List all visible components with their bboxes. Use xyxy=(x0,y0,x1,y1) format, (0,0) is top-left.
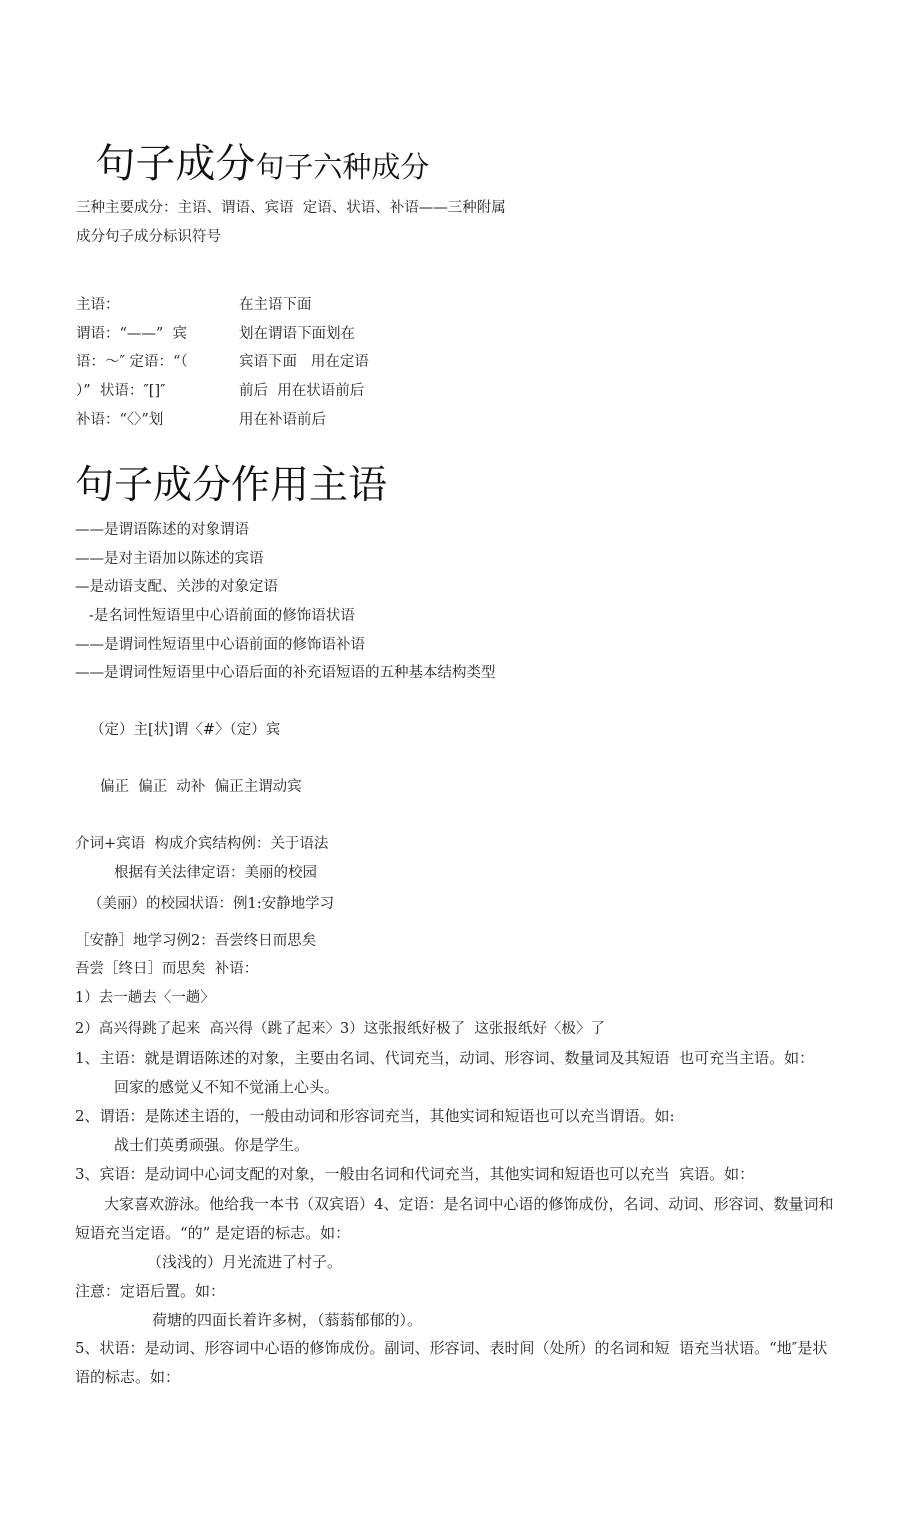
symbols-left-1: 主语： xyxy=(76,297,120,313)
symbols-left-4: ）” 状语：″[]″ xyxy=(76,383,166,399)
symbols-right-1: 在主语下面 xyxy=(239,297,312,313)
symbols-right-2: 划在谓语下面划在 xyxy=(239,326,355,342)
definition-subject: 1、主语：就是谓语陈述的对象，主要由名词、代词充当，动词、形容词、数量词及其短语 也可充当主语。如： xyxy=(75,1049,815,1067)
symbols-left-3: 语：～″ 定语：“（ xyxy=(76,354,188,370)
intro-line-2: 成分句子成分标识符号 xyxy=(76,229,221,245)
example-line-6: 1）去一趟去〈一趟〉 xyxy=(75,990,215,1006)
symbols-right-4: 前后 用在状语前后 xyxy=(239,383,365,399)
symbols-right-3: 宾语下面 用在定语 xyxy=(239,354,369,370)
symbols-right-5: 用在补语前后 xyxy=(239,412,326,428)
structure-formula: （定）主[状]谓〈#〉（定）宾 xyxy=(90,722,281,738)
intro-line-1: 三种主要成分：主语、谓语、宾语 定语、状语、补语——三种附属 xyxy=(76,200,506,216)
definition-subject-example: 回家的感觉乂不知不觉涌上心头。 xyxy=(114,1078,340,1096)
example-line-7: 2）高兴得跳了起来 高兴得（跳了起来〉3）这张报纸好极了 这张报纸好〈极〉了 xyxy=(75,1021,605,1037)
title-sub: 句子六种成分 xyxy=(255,150,430,184)
role-line-4: -是名词性短语里中心语前面的修饰语状语 xyxy=(75,608,355,624)
role-line-3: —是动语支配、关涉的对象定语 xyxy=(75,579,278,595)
example-line-5: 吾尝［终日］而思矣 补语： xyxy=(75,961,259,977)
title-main: 句子成分 xyxy=(95,141,256,187)
definition-note: 注意：定语后置。如： xyxy=(75,1282,226,1300)
definition-attributive: 短语充当定语。“的” 是定语的标志。如： xyxy=(75,1224,351,1242)
role-line-2: ——是对主语加以陈述的宾语 xyxy=(75,551,264,567)
page-title xyxy=(75,128,429,200)
definition-object-example: 大家喜欢游泳。他给我一本书（双宾语）4、定语：是名词中心语的修饰成份，名词、动词、形容词、数量词和 xyxy=(104,1195,834,1213)
example-line-4: ［安静］地学习例2：吾尝终日而思矣 xyxy=(75,933,317,949)
definition-attributive-example: （浅浅的）月光流进了村子。 xyxy=(147,1253,343,1271)
definition-predicate: 2、谓语：是陈述主语的，一般由动词和形容词充当，其他实词和短语也可以充当谓语。如: xyxy=(75,1107,675,1125)
symbols-left-2: 谓语：“——” 宾 xyxy=(76,326,188,342)
example-line-1: 介词+宾语 构成介宾结构例：关于语法 xyxy=(75,836,329,852)
definition-adverbial-cont: 语的标志。如： xyxy=(75,1368,181,1386)
role-line-5: ——是谓词性短语里中心语前面的修饰语补语 xyxy=(75,637,365,653)
definition-note-example: 荷塘的四面长着许多树，（蓊蓊郁郁的）。 xyxy=(152,1311,423,1329)
example-line-3: （美丽）的校园状语：例1:安静地学习 xyxy=(88,896,335,912)
definition-predicate-example: 战士们英勇顽强。你是学生。 xyxy=(114,1136,310,1154)
role-line-6: ——是谓词性短语里中心语后面的补充语短语的五种基本结构类型 xyxy=(75,665,496,681)
role-line-1: ——是谓语陈述的对象谓语 xyxy=(75,522,249,538)
symbols-left-5: 补语：“〈〉”划 xyxy=(76,412,164,428)
example-line-2: 根据有关法律定语：美丽的校园 xyxy=(114,865,317,881)
section-heading: 句子成分作用主语 xyxy=(75,463,388,508)
definition-adverbial: 5、状语：是动词、形容词中心语的修饰成份。副词、形容词、表时间（处所）的名词和短 语充当状语。“地″是状 xyxy=(75,1339,828,1357)
definition-object: 3、宾语：是动词中心词支配的对象，一般由名词和代词充当，其他实词和短语也可以充当 宾语。如： xyxy=(75,1165,755,1183)
structure-types: 偏正 偏正 动补 偏正主谓动宾 xyxy=(100,779,302,795)
